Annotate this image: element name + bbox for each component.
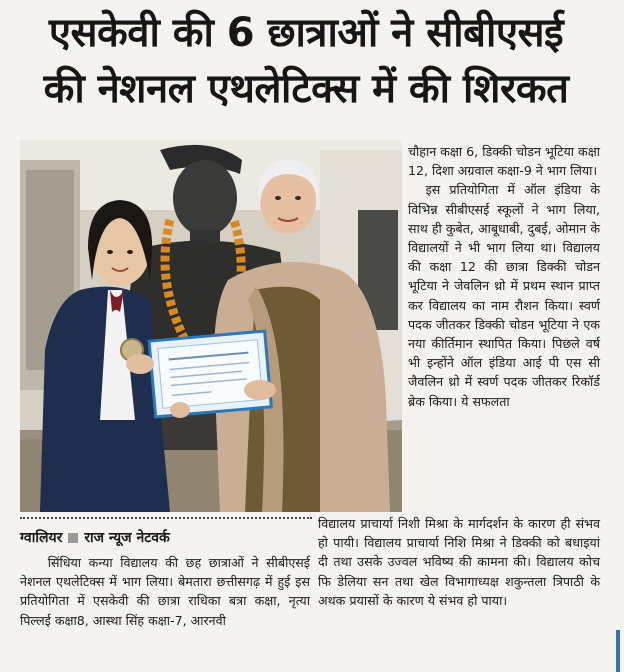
- byline: [20, 528, 170, 548]
- headline-line-1: एसकेवी की 6 छात्राओं ने सीबीएसई: [48, 10, 564, 56]
- article-paragraph: इस प्रतियोगिता में ऑल इंडिया के विभिन्न सीबीएसई स्कूलों ने भाग लिया, साथ ही कुबेत, आबूधाबी, दुबई, ओमान के विद्यालयों ने भी भाग लिया था। विद्यालय की कक्षा 12 की छात्रा डिक्की चोडन भूटिया ने जेवलिन थ्रो में प्रथम स्थान प्राप्त कर विद्यालय का नाम रौशन किया। स्वर्ण पदक जीतकर डिक्की चोडन भूटिया ने एक नया कीर्तिमान स्थापित किया। पिछले वर्ष भी इन्होंने ऑल इंडिया आई पी एस सी जैवलिन थ्रो में स्वर्ण पदक जीतकर रिकॉर्ड ब्रेक किया। ये सफलता: [408, 182, 600, 409]
- byline-place: ग्वालियर: [20, 530, 63, 546]
- article-paragraph: चौहान कक्षा 6, डिक्की चोडन भूटिया कक्षा 12, दिशा अग्रवाल कक्षा-9 ने भाग लिया।: [408, 144, 600, 179]
- article-bottom-left: [20, 553, 310, 630]
- news-photo: [20, 140, 402, 512]
- byline-agency: राज न्यूज नेटवर्क: [84, 530, 170, 546]
- dotted-divider: [20, 517, 312, 519]
- page-edge: [612, 0, 624, 672]
- article-paragraph: सिंधिया कन्या विद्यालय की छह छात्राओं ने सीबीएसई नेशनल एथलेटिक्स में भाग लिया। बेमतारा छत्तीसगढ़ में हुई इस प्रतियोगिता में एसकेवी की छात्रा राधिका बत्रा कक्षा, नृत्या पिल्लई कक्षा8, आस्था सिंह कक्षा-7, आरनवी: [20, 555, 310, 628]
- byline-separator: [68, 533, 78, 543]
- headline-line-2: की नेशनल एथलेटिक्स में की शिरकत: [43, 66, 569, 112]
- article-right-column: [408, 142, 600, 411]
- article-bottom-right: विद्यालय प्राचार्या निशी मिश्रा के मार्गदर्शन के कारण ही संभव हो पायी। विद्यालय प्राचार्या निशि मिश्रा ने डिक्की को बधाइयां दी तथा उसके उज्वल भविष्य की कामना की। विद्यालय कोच फि डेलिया सन तथा खेल विभागाध्यक्ष शकुन्तला त्रिपाठी के अथक प्रयासों के कारण ये संभव हो पाया।: [318, 516, 600, 608]
- page-edge-marker: [616, 630, 620, 672]
